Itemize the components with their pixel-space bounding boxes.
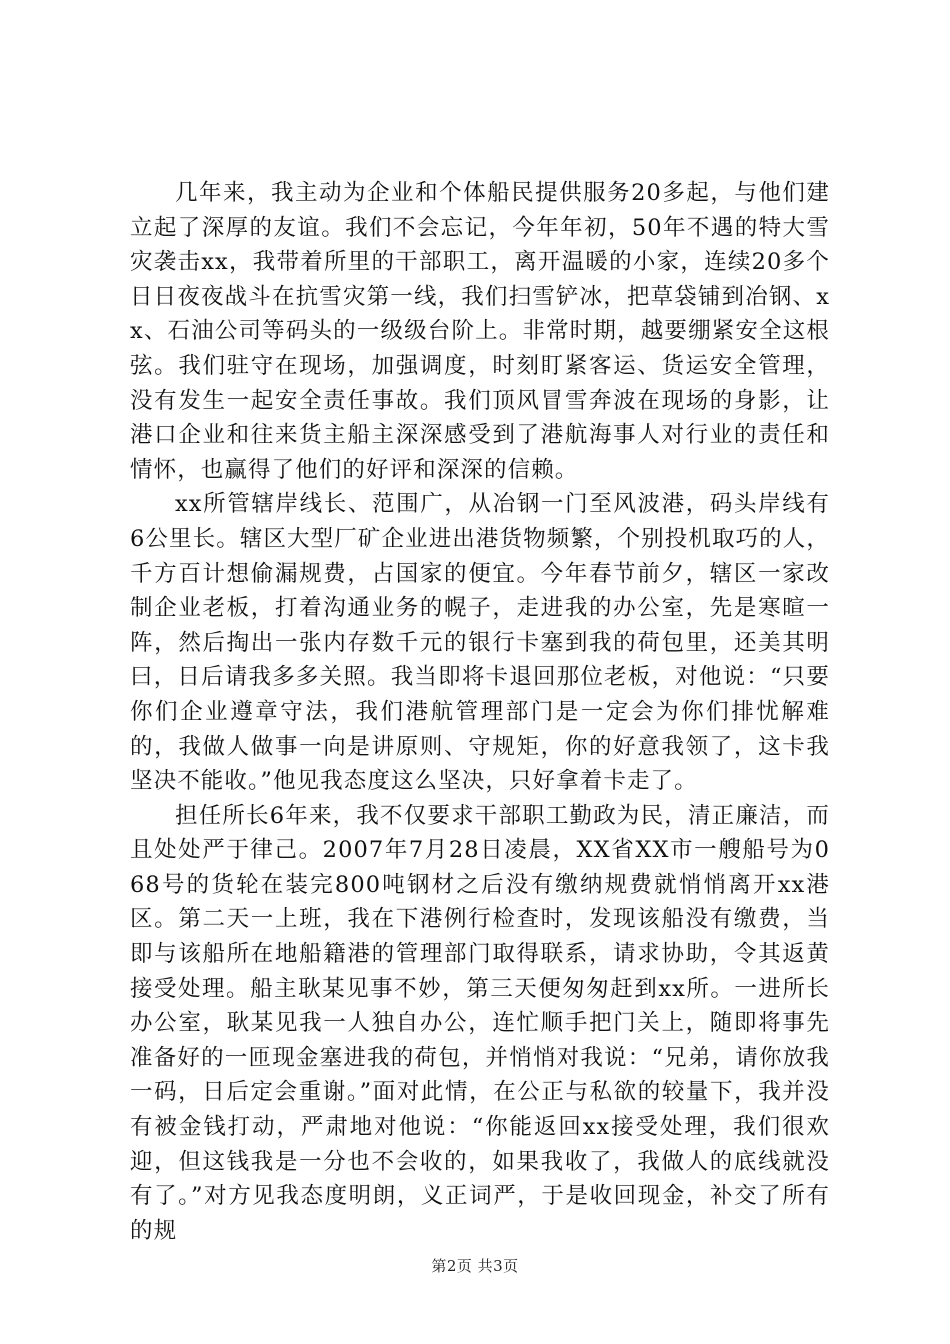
paragraph-3: 担任所长6年来，我不仅要求干部职工勤政为民，清正廉洁，而且处处严于律己。2007年7月28日凌晨，XX省XX市一艘船号为068号的货轮在装完800吨钢材之后没有缴纳规费就悄悄离开xx港区。第二天一上班，我在下港例行检查时，发现该船没有缴费，当即与该船所在地船籍港的管理部门取得联系，请求协助，令其返黄接受处理。船主耿某见事不妙，第三天便匆匆赶到xx所。一进所长办公室，耿某见我一人独自办公，连忙顺手把门关上，随即将事先准备好的一匝现金塞进我的荷包，并悄悄对我说：“兄弟，请你放我一码，日后定会重谢。”面对此情，在公正与私欲的较量下，我并没有被金钱打动，严肃地对他说：“你能返回xx接受处理，我们很欢迎，但这钱我是一分也不会收的，如果我收了，我做人的底线就没有了。”对方见我态度明朗，义正词严，于是收回现金，补交了所有的规 [130,802,830,1244]
paragraph-2: xx所管辖岸线长、范围广，从冶钢一门至风波港，码头岸线有6公里长。辖区大型厂矿企业进出港货物频繁，个别投机取巧的人，千方百计想偷漏规费，占国家的便宜。今年春节前夕，辖区一家改制企业老板，打着沟通业务的幌子，走进我的办公室，先是寒暄一阵，然后掏出一张内存数千元的银行卡塞到我的荷包里，还美其明曰，日后请我多多关照。我当即将卡退回那位老板，对他说：“只要你们企业遵章守法，我们港航管理部门是一定会为你们排忧解难的，我做人做事一向是讲原则、守规矩，你的好意我领了，这卡我坚决不能收。”他见我态度这么坚决，只好拿着卡走了。 [130,491,830,795]
page-footer: 第2页 共3页 [431,1257,519,1275]
paragraph-1: 几年来，我主动为企业和个体船民提供服务20多起，与他们建立起了深厚的友谊。我们不会忘记，今年年初，50年不遇的特大雪灾袭击xx，我带着所里的干部职工，离开温暖的小家，连续20多个日日夜夜战斗在抗雪灾第一线，我们扫雪铲冰，把草袋铺到冶钢、xx、石油公司等码头的一级级台阶上。非常时期，越要绷紧安全这根弦。我们驻守在现场，加强调度，时刻盯紧客运、货运安全管理，没有发生一起安全责任事故。我们顶风冒雪奔波在现场的身影，让港口企业和往来货主船主深深感受到了港航海事人对行业的责任和情怀，也赢得了他们的好评和深深的信赖。 [130,180,830,483]
body-text [130,176,830,1248]
